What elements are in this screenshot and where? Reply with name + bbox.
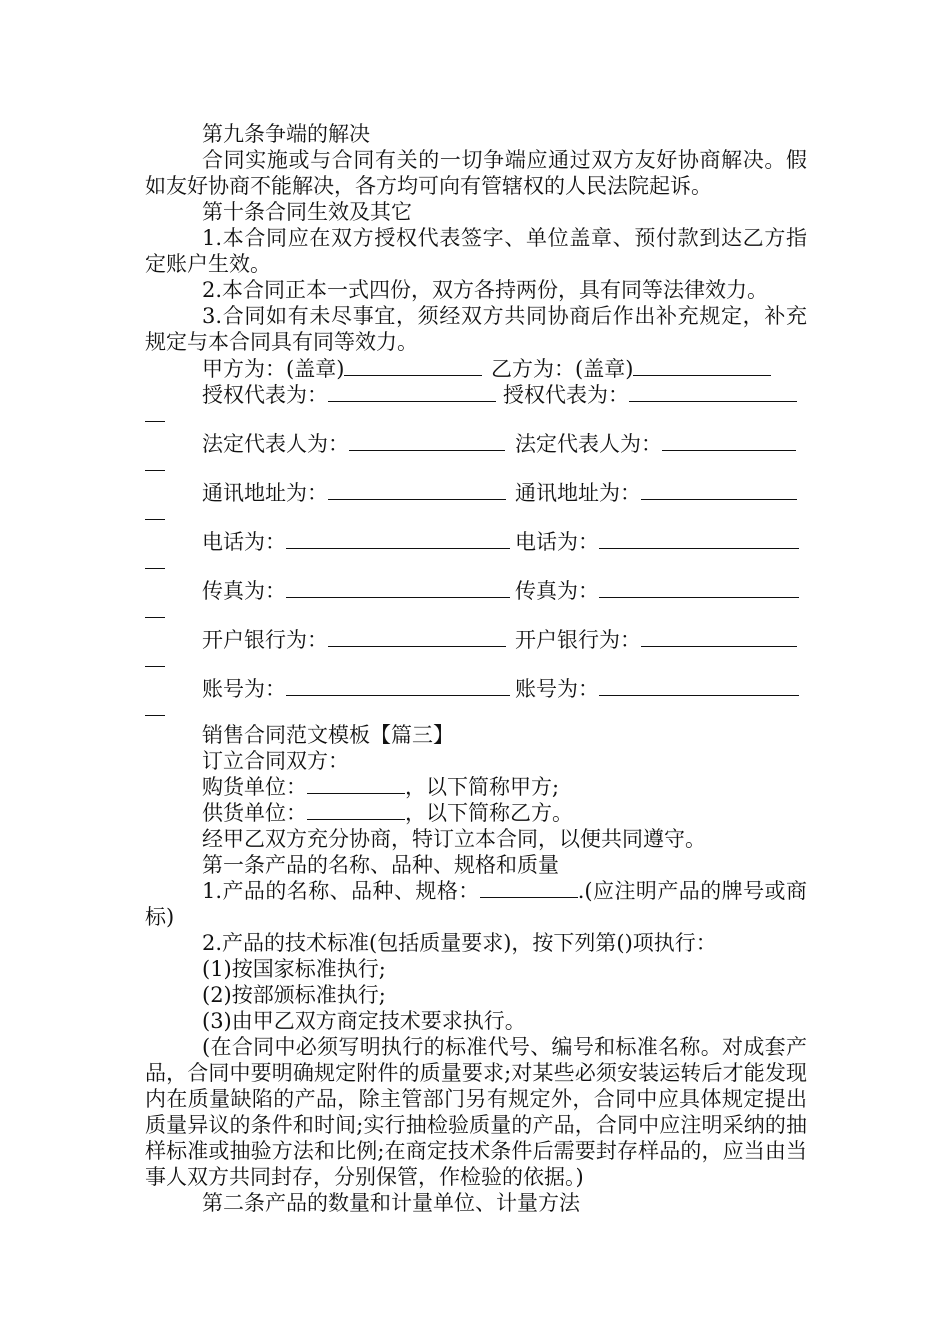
option-1: (1)按国家标准执行;: [202, 957, 386, 981]
document-body: [145, 121, 807, 1216]
wrap-dash: [145, 519, 165, 520]
wrap-dash: [145, 666, 165, 667]
item-1-suffix: .(应注明产品的牌号或商标): [145, 879, 807, 929]
party-b-bank-label: 开户银行为：: [515, 628, 641, 652]
seller-suffix: ，以下简称乙方。: [405, 801, 573, 825]
party-b-address-label: 通讯地址为：: [515, 481, 641, 505]
article-1-item-1: [145, 878, 807, 930]
wrap-dash: [145, 568, 165, 569]
party-b-fax-label: 传真为：: [515, 579, 599, 603]
party-a-seal-line: [344, 357, 482, 376]
article-10-title: 第十条合同生效及其它: [202, 200, 412, 224]
party-a-tel-line: [286, 530, 510, 549]
article-10-item-2: 2.本合同正本一式四份，双方各持两份，具有同等法律效力。: [202, 278, 769, 302]
seller-line: [145, 800, 807, 826]
seller-blank: [307, 803, 405, 820]
party-a-address-line: [328, 481, 506, 500]
option-2: (2)按部颁标准执行;: [202, 983, 386, 1007]
party-a-rep-label: 授权代表为：: [202, 383, 328, 407]
party-a-bank-line: [328, 628, 506, 647]
wrap-dash: [145, 617, 165, 618]
party-b-address-line: [641, 481, 797, 500]
intro-line: 经甲乙双方充分协商，特订立本合同，以便共同遵守。: [202, 827, 706, 851]
buyer-label: 购货单位：: [202, 775, 307, 799]
buyer-suffix: ，以下简称甲方;: [405, 775, 560, 799]
party-a-seal-label: 甲方为：(盖章): [202, 357, 345, 381]
seller-label: 供货单位：: [202, 801, 307, 825]
article-10-item-3: 3.合同如有未尽事宜，须经双方共同协商后作出补充规定，补充规定与本合同具有同等效力。: [145, 304, 807, 354]
article-1-title: 第一条产品的名称、品种、规格和质量: [202, 853, 559, 877]
signature-row-account: [145, 677, 807, 701]
article-1-item-2: 2.产品的技术标准(包括质量要求)，按下列第()项执行：: [202, 931, 717, 955]
signature-row-tel: [145, 530, 807, 554]
party-b-tel-label: 电话为：: [515, 530, 599, 554]
party-a-legal-line: [349, 432, 505, 451]
signature-row-fax: [145, 579, 807, 603]
party-b-rep-line: [629, 383, 797, 402]
buyer-blank: [307, 777, 405, 794]
party-a-bank-label: 开户银行为：: [202, 628, 328, 652]
signature-row-rep: [145, 383, 807, 407]
party-a-fax-label: 传真为：: [202, 579, 286, 603]
party-b-rep-label: 授权代表为：: [503, 383, 629, 407]
wrap-dash: [145, 421, 165, 422]
party-a-tel-label: 电话为：: [202, 530, 286, 554]
party-b-legal-line: [662, 432, 796, 451]
item-1-prefix: 1.产品的名称、品种、规格：: [202, 879, 480, 903]
contract-parties: 订立合同双方：: [202, 749, 349, 773]
section-title: 销售合同范文模板【篇三】: [202, 723, 454, 747]
party-b-seal-line: [633, 357, 771, 376]
party-a-legal-label: 法定代表人为：: [202, 432, 349, 456]
party-b-bank-line: [641, 628, 797, 647]
signature-row-bank: [145, 628, 807, 652]
party-b-account-label: 账号为：: [515, 677, 599, 701]
buyer-line: [145, 774, 807, 800]
signature-row-address: [145, 481, 807, 505]
signature-row-legal: [145, 432, 807, 456]
party-b-legal-label: 法定代表人为：: [515, 432, 662, 456]
article-2-title: 第二条产品的数量和计量单位、计量方法: [202, 1191, 580, 1215]
party-a-rep-line: [328, 383, 496, 402]
party-b-account-line: [599, 677, 799, 696]
item-1-blank: [480, 881, 578, 898]
party-b-tel-line: [599, 530, 799, 549]
party-b-seal-label: 乙方为：(盖章): [491, 357, 634, 381]
option-3: (3)由甲乙双方商定技术要求执行。: [202, 1009, 526, 1033]
wrap-dash: [145, 715, 165, 716]
standards-note: (在合同中必须写明执行的标准代号、编号和标准名称。对成套产品，合同中要明确规定附件的质量要求;对某些必须安装运转后才能发现内在质量缺陷的产品，除主管部门另有规定外，合同中应具体规定提出质量异议的条件和时间;实行抽检验质量的产品，合同中应注明采纳的抽样标准或抽验方法和比例;在商定技术条件后需要封存样品的，应当由当事人双方共同封存，分别保管，作检验的依据。): [145, 1035, 807, 1189]
article-9-title: 第九条争端的解决: [202, 122, 370, 146]
party-b-fax-line: [599, 579, 799, 598]
party-a-fax-line: [286, 579, 510, 598]
article-9-body: 合同实施或与合同有关的一切争端应通过双方友好协商解决。假如友好协商不能解决，各方均可向有管辖权的人民法院起诉。: [145, 148, 807, 198]
party-a-account-label: 账号为：: [202, 677, 286, 701]
article-10-item-1: 1.本合同应在双方授权代表签字、单位盖章、预付款到达乙方指定账户生效。: [145, 226, 807, 276]
party-a-address-label: 通讯地址为：: [202, 481, 328, 505]
party-a-account-line: [286, 677, 510, 696]
signature-row-seal: [145, 357, 807, 381]
wrap-dash: [145, 470, 165, 471]
